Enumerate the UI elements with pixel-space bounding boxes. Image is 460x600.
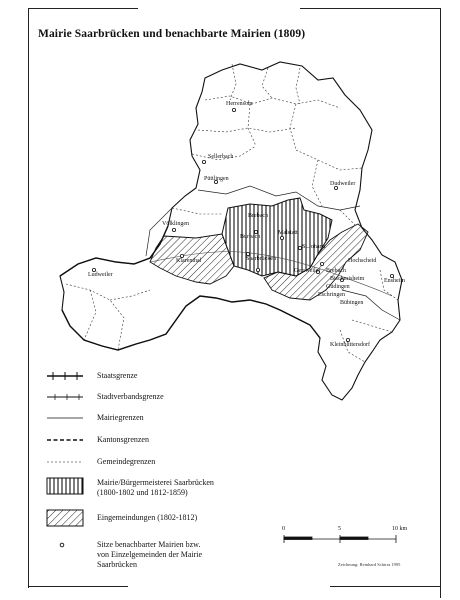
scale-label-end: 10 km [392, 526, 408, 532]
legend-diagonal-hatch-symbol [47, 510, 83, 526]
place-ludweiler: Ludweiler [88, 272, 113, 278]
place-eschringen: Eschringen [318, 292, 345, 298]
place-herrensohr: Herrensohr [226, 101, 253, 107]
place-kleinblittersdorf: Kleinblittersdorf [330, 342, 370, 348]
legend-dot-symbol [60, 543, 64, 547]
place-bischmisheim: Bischmisheim [330, 276, 365, 282]
place-volklingen: Völklingen [162, 221, 189, 227]
legend-label-municipal: Gemeindegrenzen [97, 457, 156, 466]
place-gersweiler: Gersweiler [294, 268, 321, 274]
scale-bar [284, 535, 396, 543]
place-bubingen: Bübingen [340, 300, 364, 306]
legend-symbols [47, 372, 83, 547]
scale-label-start: 0 [282, 526, 285, 532]
place-puttlingen: Püttlingen [204, 176, 229, 182]
legend-label-vertical-hatch-years: (1800-1802 und 1812-1859) [97, 488, 188, 497]
place-dudweiler: Dudweiler [330, 181, 356, 187]
legend-city-assoc-symbol [47, 394, 83, 400]
legend-label-dot-2: von Einzelgemeinden der Mairie [97, 550, 203, 559]
legend-label-mairie: Mairiegrenzen [97, 413, 144, 422]
place-stjohann: St.Johann [302, 244, 326, 250]
place-saarbrucken: Saarbrücken [246, 256, 276, 262]
place-sellerbach: Sellerbach [208, 154, 234, 160]
scale-label-mid: 5 [338, 526, 341, 532]
place-brebach: Brebach [326, 268, 346, 274]
place-burbach: Burbach [240, 234, 261, 240]
place-ensheim: Ensheim [384, 278, 405, 284]
legend-label-dot-3: Saarbrücken [97, 560, 137, 569]
legend-label-state-border: Staatsgrenze [97, 371, 138, 380]
legend-label-vertical-hatch: Mairie/Bürgermeisterei Saarbrücken [97, 478, 214, 487]
legend-label-dot-1: Sitze benachbarter Mairien bzw. [97, 540, 201, 549]
map-credit: Zeichnung: Reinhard Schirra 1995 [338, 562, 401, 567]
place-hochscheid: Hochscheid [348, 258, 377, 264]
legend-label-canton: Kantonsgrenzen [97, 435, 149, 444]
place-brebach-top: Brebach [248, 213, 268, 219]
place-klarenthal: Klarenthal [176, 258, 202, 264]
legend-state-border-symbol [47, 372, 83, 380]
place-gudingen: Güdingen [326, 284, 350, 290]
legend-vertical-hatch-symbol [47, 478, 83, 494]
map-title: Mairie Saarbrücken und benachbarte Mairien (1809) [38, 28, 306, 40]
place-malstatt: Malstatt [278, 230, 298, 236]
legend-label-diagonal-hatch: Eingemeindungen (1802-1812) [97, 513, 198, 522]
legend-label-city-assoc: Stadtverbandsgrenze [97, 392, 164, 401]
